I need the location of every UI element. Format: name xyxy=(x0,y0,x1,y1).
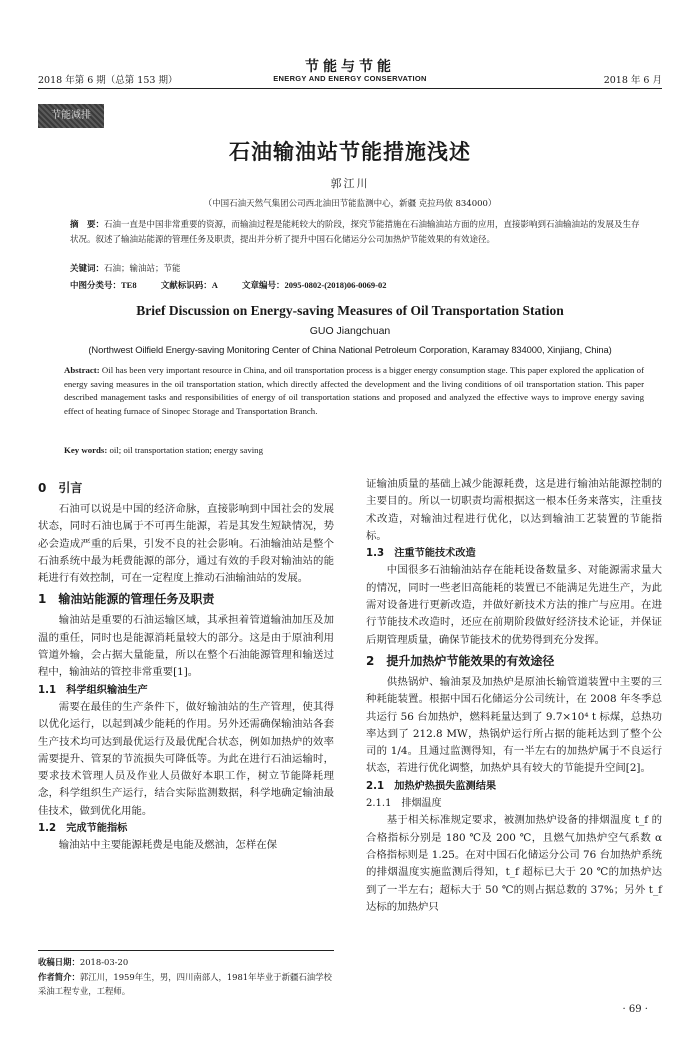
article-number-value: 2095-0802-(2018)06-0069-02 xyxy=(284,280,387,290)
keywords-en xyxy=(64,445,263,455)
clc-label: 中图分类号： xyxy=(70,281,122,291)
section-heading: 0 引言 xyxy=(38,481,83,495)
subsection-heading: 2.1 加热炉热损失监测结果 xyxy=(366,780,497,792)
abstract-cn-label: 摘 要： xyxy=(70,220,105,230)
keywords-cn-label: 关键词： xyxy=(70,264,105,274)
paragraph: 基于相关标准规定要求，被测加热炉设备的排烟温度 t_f 的合格指标分别是 180 ℃及 200 ℃，且燃气加热炉空气系数 α 合格指标则是 1.25。在对中国石化储运分公司 76 台加热炉系统的排烟温度实施监测后得知，t_f 超标已大于 20 ℃的加热炉达到了一半左右；超标大于 50 ℃的则占据总数的 37%；另外 t_f 达标的加热炉只 xyxy=(366,814,662,913)
author-bio: 郭江川，1959年生，男，四川南部人，1981年毕业于新疆石油学校采油工程专业，工程师。 xyxy=(38,971,332,996)
received-date: 2018-03-20 xyxy=(79,957,129,967)
keywords-cn xyxy=(70,262,181,274)
section-tag: 节能减排 xyxy=(38,104,104,128)
paragraph: 石油可以说是中国的经济命脉，直接影响到中国社会的发展状态，同时石油也属于不可再生能源，若是其发生短缺情况，势必会造成严重的后果，引发不良的社会影响。石油输油站是整个石油系统中最为耗费能源的部分，通过有效的手段对输油站的能耗进行有效控制，可在一定程度上推动石油输油站的发展。 xyxy=(38,503,334,585)
issue-info: 2018 年第 6 期（总第 153 期） xyxy=(38,75,178,86)
subsection-heading: 1.2 完成节能指标 xyxy=(38,823,128,835)
article-title-cn: 石油输油站节能措施浅述 xyxy=(229,140,471,164)
page-number: · 69 · xyxy=(622,1004,648,1015)
abstract-cn xyxy=(70,218,645,247)
author-bio-label: 作者简介： xyxy=(38,971,80,982)
abstract-en xyxy=(64,364,644,418)
paragraph: 需要在最佳的生产条件下，做好输油站的生产管理，使其得以优化运行，以起到减少能耗的作用。另外还需确保输油站各套生产技术均可达到最优运行及最优配合状态，例如加热炉的效率需要提升、管泵的节流损失可降低等。为此在进行石油运输时，要求技术管理人员及作业人员做好本职工作，树立节能降耗理念，科学组织生产运行，结合实际监测数据，科学地确定输油最佳技术，做到优化用能。 xyxy=(38,700,334,817)
issue-date: 2018 年 6 月 xyxy=(603,75,662,86)
author-cn: 郭江川 xyxy=(330,177,370,190)
abstract-cn-text: 石油一直是中国非常重要的资源，而输油过程是能耗较大的阶段，探究节能措施在石油输油站方面的应用，直接影响到石油输油站的发展及生存状况。叙述了输油站能源的管理任务及职责，提出并分析了提升中国石化储运分公司加热炉节能效果的有效途径。 xyxy=(70,220,640,245)
section-heading: 2 提升加热炉节能效果的有效途径 xyxy=(366,653,555,668)
footnote xyxy=(38,955,334,999)
affiliation-cn: （中国石油天然气集团公司西北油田节能监测中心，新疆 克拉玛依 834000） xyxy=(203,199,497,209)
keywords-en-label: Key words: xyxy=(64,445,108,455)
author-en: GUO Jiangchuan xyxy=(309,325,391,337)
running-header xyxy=(38,60,662,90)
article-number-label: 文章编号： xyxy=(242,281,285,291)
journal-logo xyxy=(38,60,662,83)
keywords-cn-text: 石油；输油站；节能 xyxy=(104,264,181,274)
classification-line xyxy=(70,279,645,291)
paragraph: 证输油质量的基础上减少能源耗费，这是进行输油站能源控制的主要目的。所以一切职责均需根据这一根本任务来落实，注重技术改造，对输油过程进行优化，以达到输油工艺装置的节能指标。 xyxy=(366,478,662,542)
paragraph: 中国很多石油输油站存在能耗设备数量多、对能源需求量大的情况，同时一些老旧高能耗的装置已不能满足先进生产，为此需对设备进行更新改造，并做好新技术方法的推广与应用。在进行节能技术改造时，还应在前期阶段做好经济技术论证，并保证后期管理质量，确保节能技术的优势得到充分发挥。 xyxy=(366,564,662,646)
header-divider xyxy=(38,88,662,89)
received-label: 收稿日期： xyxy=(38,957,80,967)
journal-name-cn: 节能与节能 xyxy=(305,59,395,75)
article-title-en: Brief Discussion on Energy-saving Measures of Oil Transportation Station xyxy=(136,303,564,318)
subsection-heading: 1.1 科学组织输油生产 xyxy=(38,684,148,696)
abstract-en-label: Abstract: xyxy=(64,365,100,375)
body-column-right xyxy=(366,476,662,916)
doc-code-label: 文献标识码： xyxy=(160,281,212,291)
affiliation-en: (Northwest Oilfield Energy-saving Monitoring Center of China National Petroleum Corporation, Karamay 834000, Xinjiang, China) xyxy=(88,344,612,355)
body-column-left xyxy=(38,476,334,855)
abstract-en-text: Oil has been very important resource in China, and oil transportation process is a bigger energy consumption stage. This paper explored the application of energy saving measures in the oil transportation station, which directly affected the development and the living conditions of oil transportation station. This paper described management tasks and responsibilities of energy of oil transportation stations and proposed and analyzed the effective ways to improve energy saving effect of heating furnace of Sinopec Storage and Transportation Branch. xyxy=(64,365,644,416)
section-heading: 1 输油站能源的管理任务及职责 xyxy=(38,592,215,607)
paragraph: 供热锅炉、输油泵及加热炉是原油长输管道装置中主要的三种耗能装置。根据中国石化储运分公司统计，在 2008 年冬季总共运行 56 台加热炉，燃料耗量达到了 9.7×10⁴ t 标煤，总热功率达到了 212.8 MW，热锅炉运行所占据的能耗达到了整个公司的 1/4。且通过监测得知，有一半左右的加热炉属于不良运行状态，若进行优化调整，加热炉具有较大的节能提升空间[2]。 xyxy=(366,675,662,775)
paragraph: 输油站是重要的石油运输区域，其承担着管道输油加压及加温的重任，同时也是能源消耗量较大的部分。这是由于原油利用管道外输，会占据大量能量，所以在整个石油能源管理和输送过程中，输油站的管控非常重要[1]。 xyxy=(38,614,334,679)
subsection-heading: 1.3 注重节能技术改造 xyxy=(366,548,476,560)
doc-code-value: A xyxy=(211,280,218,290)
subsubsection-heading: 2.1.1 排烟温度 xyxy=(366,798,442,810)
journal-name-en: ENERGY AND ENERGY CONSERVATION xyxy=(273,74,427,83)
clc-value: TE8 xyxy=(121,280,137,290)
keywords-en-text: oil; oil transportation station; energy saving xyxy=(109,445,263,455)
footnote-divider xyxy=(38,950,334,951)
paragraph: 输油站中主要能源耗费是电能及燃油，怎样在保 xyxy=(58,839,277,852)
